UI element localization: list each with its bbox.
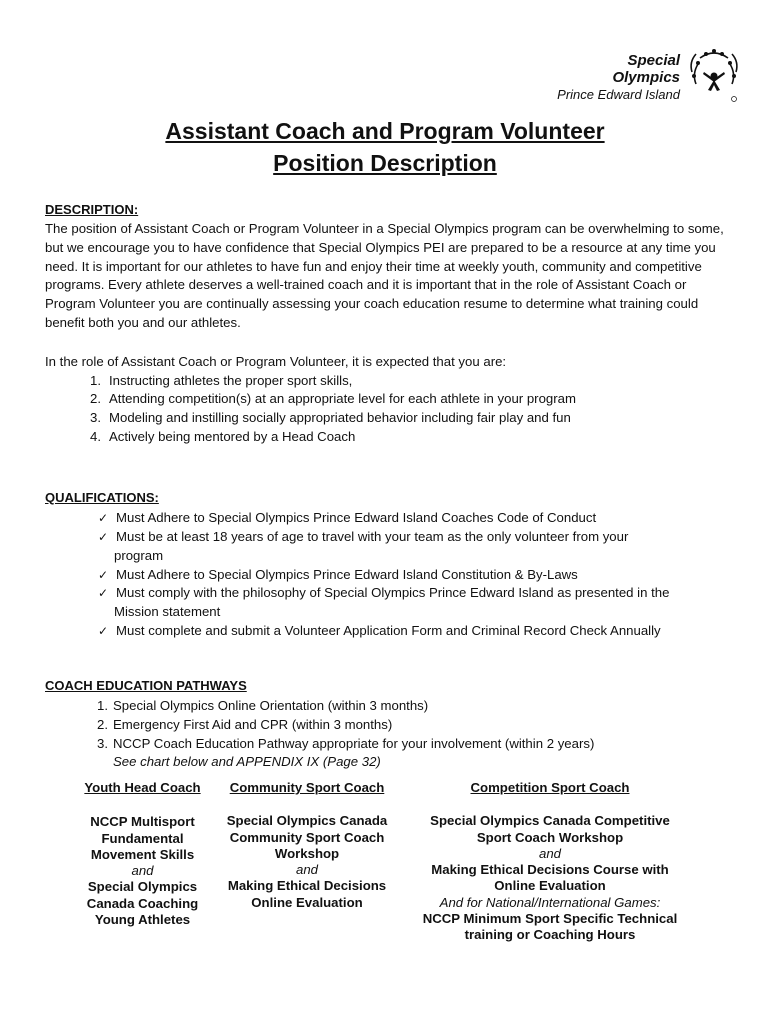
list-item xyxy=(90,409,571,427)
competition-column-header: Competition Sport Coach xyxy=(470,780,630,795)
checkmark-icon: ✓ xyxy=(98,530,109,544)
community-sport-coach-column xyxy=(218,780,396,911)
qualification-text-continued: Mission statement xyxy=(114,604,221,619)
community-line: Special Olympics Canada xyxy=(226,813,388,829)
qualification-text: Must Adhere to Special Olympics Prince Edward Island Coaches Code of Conduct xyxy=(116,510,597,525)
list-item xyxy=(90,372,352,390)
youth-line: NCCP Multisport xyxy=(90,814,195,830)
list-text: Emergency First Aid and CPR (within 3 months) xyxy=(113,717,393,732)
youth-line: Young Athletes xyxy=(94,912,191,928)
list-text: Actively being mentored by a Head Coach xyxy=(109,429,356,444)
pathways-note: See chart below and APPENDIX IX (Page 32) xyxy=(113,754,381,769)
logo-text xyxy=(557,52,680,103)
special-olympics-logo xyxy=(502,46,742,104)
list-text: Special Olympics Online Orientation (within 3 months) xyxy=(113,698,429,713)
list-item xyxy=(90,390,576,408)
list-number: 1. xyxy=(90,373,101,388)
pathway-item xyxy=(97,735,594,753)
youth-head-coach-column xyxy=(70,780,215,928)
list-item xyxy=(90,428,355,446)
checkmark-icon: ✓ xyxy=(98,511,109,525)
qualification-item xyxy=(98,584,669,602)
community-column-header: Community Sport Coach xyxy=(229,780,385,795)
qualification-text: Must be at least 18 years of age to travel with your team as the only volunteer from your xyxy=(116,529,629,544)
competition-line: Online Evaluation xyxy=(494,878,606,894)
qualification-text: Must comply with the philosophy of Special Olympics Prince Edward Island as presented in the xyxy=(116,585,670,600)
competition-line: Sport Coach Workshop xyxy=(476,829,624,845)
youth-and: and xyxy=(131,863,154,879)
list-number: 4. xyxy=(90,429,101,444)
youth-line: Fundamental xyxy=(101,830,184,846)
qualification-item xyxy=(98,622,661,640)
list-text: Attending competition(s) at an appropriate level for each athlete in your program xyxy=(109,391,576,406)
checkmark-icon: ✓ xyxy=(98,586,109,600)
competition-line: training or Coaching Hours xyxy=(464,927,636,943)
description-paragraph: The position of Assistant Coach or Program Volunteer in a Special Olympics program can be overwhelming to some, but we encourage you to have confidence that Special Olympics PEI are prepared to be a resource at any time you need. It is important for our athletes to have fun and enjoy their time at weekly youth, community and competitive programs. Every athlete deserves a well-trained coach and it is important that in the role of Assistant Coach or Program Volunteer you are continually assessing your coach education resume to determine what training could benefit both you and our athletes. xyxy=(45,221,724,330)
checkmark-icon: ✓ xyxy=(98,568,109,582)
competition-note: And for National/International Games: xyxy=(439,894,661,910)
description-heading: DESCRIPTION: xyxy=(45,202,139,217)
list-number: 2. xyxy=(90,391,101,406)
competition-and: and xyxy=(538,845,561,861)
qualification-text: Must complete and submit a Volunteer Application Form and Criminal Record Check Annually xyxy=(116,623,661,638)
list-number: 1. xyxy=(97,698,108,713)
list-text: Modeling and instilling socially appropriated behavior including fair play and fun xyxy=(109,410,571,425)
pathway-item xyxy=(97,697,428,715)
page-subtitle: Position Description xyxy=(273,150,497,176)
checkmark-icon: ✓ xyxy=(98,624,109,638)
qualification-item xyxy=(98,528,628,546)
competition-line: Making Ethical Decisions Course with xyxy=(431,862,669,878)
logo-line-special: Special xyxy=(627,52,680,69)
youth-line: Special Olympics xyxy=(87,879,198,895)
logo-line-pei: Prince Edward Island xyxy=(557,87,680,102)
competition-sport-coach-column xyxy=(405,780,695,944)
youth-line: Canada Coaching xyxy=(86,895,199,911)
special-olympics-emblem-icon xyxy=(686,46,742,104)
qualifications-heading: QUALIFICATIONS: xyxy=(45,490,159,505)
qualification-text-continued: program xyxy=(114,548,164,563)
list-number: 3. xyxy=(90,410,101,425)
competition-line: NCCP Minimum Sport Specific Technical xyxy=(422,911,678,927)
community-and: and xyxy=(295,862,318,878)
list-text: NCCP Coach Education Pathway appropriate for your involvement (within 2 years) xyxy=(113,736,595,751)
youth-line: Movement Skills xyxy=(90,846,195,862)
community-line: Community Sport Coach xyxy=(229,829,385,845)
community-line: Workshop xyxy=(274,845,340,861)
qualification-item xyxy=(98,566,578,584)
qualification-text: Must Adhere to Special Olympics Prince Edward Island Constitution & By-Laws xyxy=(116,567,578,582)
list-number: 3. xyxy=(97,736,108,751)
page-title: Assistant Coach and Program Volunteer xyxy=(165,118,605,144)
competition-line: Special Olympics Canada Competitive xyxy=(430,813,670,829)
pathways-heading: COACH EDUCATION PATHWAYS xyxy=(45,678,247,693)
list-text: Instructing athletes the proper sport skills, xyxy=(109,373,353,388)
description-intro: In the role of Assistant Coach or Program Volunteer, it is expected that you are: xyxy=(45,354,507,369)
list-number: 2. xyxy=(97,717,108,732)
community-line: Online Evaluation xyxy=(251,894,363,910)
pathway-item xyxy=(97,716,392,734)
community-line: Making Ethical Decisions xyxy=(227,878,387,894)
logo-line-olympics: Olympics xyxy=(612,69,680,86)
youth-column-header: Youth Head Coach xyxy=(84,780,201,795)
qualification-item xyxy=(98,509,596,527)
